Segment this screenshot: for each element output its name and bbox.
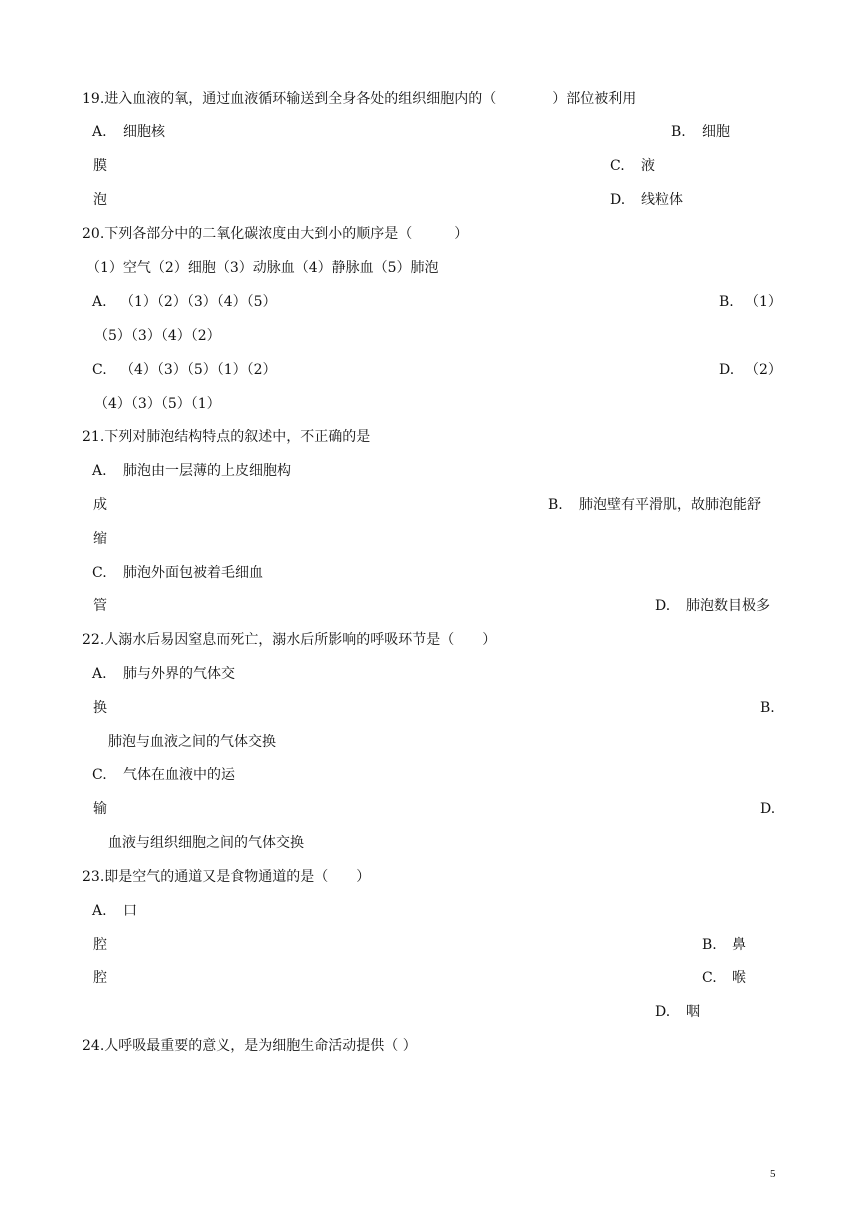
question-24-stem: 24.人呼吸最重要的意义，是为细胞生命活动提供（ ）	[82, 1038, 417, 1054]
q22-option-a-text-cont: 换	[93, 700, 107, 716]
q21-option-b-text: 肺泡壁有平滑肌，故肺泡能舒	[579, 497, 761, 513]
q22-option-d-text: 血液与组织细胞之间的气体交换	[108, 835, 304, 851]
q23-option-a-text-cont: 腔	[93, 937, 107, 953]
q20-option-a-label: A.	[92, 294, 107, 310]
q19-option-a-label: A.	[92, 124, 107, 140]
q19-option-a-text: 细胞核	[123, 124, 165, 140]
q20-option-d-label: D.	[719, 362, 735, 378]
q23-option-b-text: 鼻	[732, 937, 746, 953]
q23-option-b-text-cont: 腔	[93, 970, 107, 986]
question-22-stem: 22.人溺水后易因窒息而死亡，溺水后所影响的呼吸环节是（ ）	[82, 632, 497, 648]
q19-option-c-label: C.	[610, 158, 625, 174]
q21-option-d-text: 肺泡数目极多	[686, 598, 770, 614]
q20-option-d-text: （2）	[745, 362, 782, 378]
q19-option-d-label: D.	[610, 192, 626, 208]
question-19-stem: 19.进入血液的氧，通过血液循环输送到全身各处的组织细胞内的（ ）部位被利用	[82, 91, 637, 107]
q22-option-a-label: A.	[92, 666, 107, 682]
q19-option-c-text-cont: 泡	[93, 192, 107, 208]
q20-option-b-text: （1）	[745, 294, 782, 310]
q23-option-c-label: C.	[702, 970, 717, 986]
q19-option-b-text-cont: 膜	[93, 158, 107, 174]
q20-items: （1）空气（2）细胞（3）动脉血（4）静脉血（5）肺泡	[86, 260, 439, 276]
q22-option-c-label: C.	[92, 767, 107, 783]
q21-option-b-label: B.	[548, 497, 563, 513]
q20-option-b-text-cont: （5）（3）（4）（2）	[94, 328, 221, 344]
q22-option-a-text: 肺与外界的气体交	[123, 666, 235, 682]
question-23-stem: 23.即是空气的通道又是食物通道的是（ ）	[82, 869, 371, 885]
q19-option-b-text: 细胞	[702, 124, 730, 140]
q21-option-b-text-cont: 缩	[93, 531, 107, 547]
q23-option-a-label: A.	[92, 903, 107, 919]
q19-option-d-text: 线粒体	[641, 192, 683, 208]
q21-option-a-label: A.	[92, 463, 107, 479]
question-20-stem: 20.下列各部分中的二氧化碳浓度由大到小的顺序是（ ）	[82, 226, 469, 242]
q23-option-c-text: 喉	[732, 970, 746, 986]
question-21-stem: 21.下列对肺泡结构特点的叙述中，不正确的是	[82, 429, 371, 445]
q19-option-c-text: 液	[641, 158, 655, 174]
q23-option-d-text: 咽	[686, 1004, 700, 1020]
page-number: 5	[770, 1168, 776, 1180]
q22-option-c-text: 气体在血液中的运	[123, 767, 235, 783]
q20-option-a-text: （1）（2）（3）（4）（5）	[120, 294, 277, 310]
q20-option-c-label: C.	[92, 362, 107, 378]
q21-option-a-text: 肺泡由一层薄的上皮细胞构	[123, 463, 291, 479]
q23-option-d-label: D.	[655, 1004, 671, 1020]
q21-option-d-label: D.	[655, 598, 671, 614]
q22-option-d-label: D.	[760, 801, 776, 817]
q22-option-c-text-cont: 输	[93, 801, 107, 817]
q23-option-a-text: 口	[123, 903, 137, 919]
q19-option-b-label: B.	[671, 124, 686, 140]
q22-option-b-text: 肺泡与血液之间的气体交换	[108, 734, 276, 750]
q20-option-d-text-cont: （4）（3）（5）（1）	[94, 396, 221, 412]
q21-option-c-text-cont: 管	[93, 598, 107, 614]
q21-option-c-text: 肺泡外面包被着毛细血	[123, 565, 263, 581]
q20-option-b-label: B.	[719, 294, 734, 310]
q20-option-c-text: （4）（3）（5）（1）（2）	[120, 362, 277, 378]
q21-option-c-label: C.	[92, 565, 107, 581]
q22-option-b-label: B.	[760, 700, 775, 716]
q23-option-b-label: B.	[702, 937, 717, 953]
q21-option-a-text-cont: 成	[93, 497, 107, 513]
